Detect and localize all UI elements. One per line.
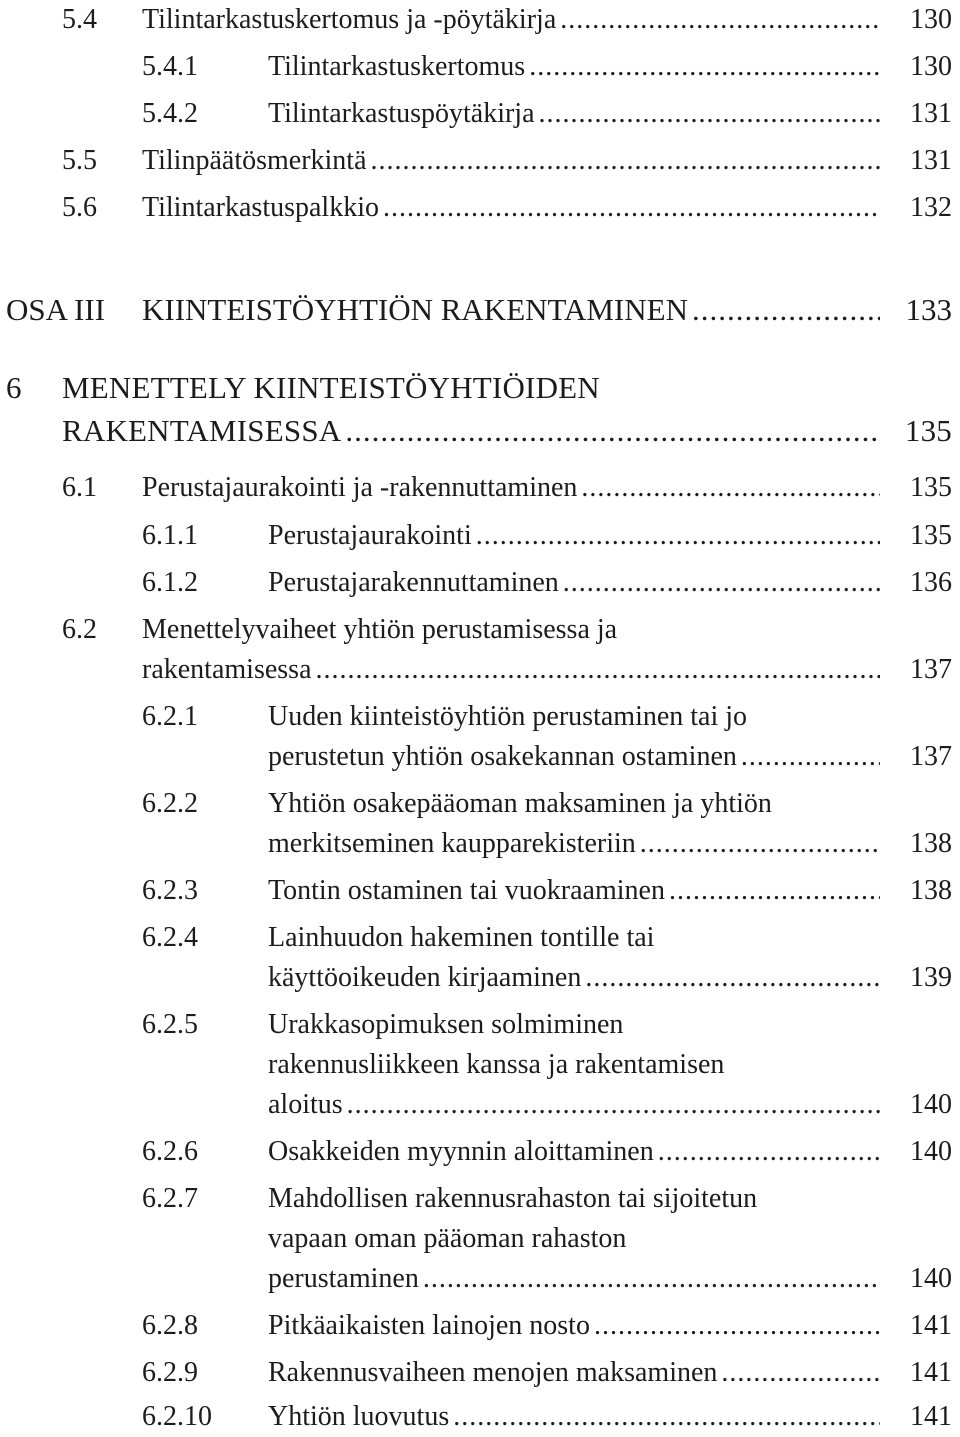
toc-title: Tilintarkastuskertomus ja -pöytäkirja ..... xyxy=(142,0,880,40)
toc-page-number: 140 xyxy=(910,1263,952,1294)
toc-page-number: 140 xyxy=(910,1136,952,1167)
toc-title: Osakkeiden myynnin aloittaminen ..... xyxy=(268,1132,880,1172)
toc-line xyxy=(0,0,960,40)
dot-leader xyxy=(721,1353,880,1393)
dot-leader xyxy=(669,871,880,911)
toc-chapter-title: RAKENTAMISESSA ..... xyxy=(62,411,880,451)
toc-title: aloitus ..... xyxy=(268,1085,880,1125)
toc-number: 6.2.4 xyxy=(142,922,198,953)
toc-line xyxy=(0,1219,960,1259)
toc-number: 6.1.2 xyxy=(142,567,198,598)
toc-number: 6.2.6 xyxy=(142,1136,198,1167)
dot-leader xyxy=(529,47,880,87)
dot-leader xyxy=(560,0,880,40)
toc-title-line2: vapaan oman pääoman rahaston xyxy=(268,1223,627,1254)
toc-part-title: KIINTEISTÖYHTIÖN RAKENTAMINEN ..... xyxy=(142,290,880,330)
toc-line xyxy=(0,737,960,777)
toc-page-number: 137 xyxy=(910,741,952,772)
toc-line xyxy=(0,1085,960,1125)
toc-title: merkitseminen kaupparekisteriin ..... xyxy=(268,824,880,864)
toc-line xyxy=(0,1259,960,1299)
dot-leader xyxy=(594,1306,880,1346)
toc-line xyxy=(0,188,960,228)
dot-leader xyxy=(640,824,880,864)
toc-title: Tilinpäätösmerkintä ..... xyxy=(142,141,880,181)
dot-leader xyxy=(347,1085,880,1125)
toc-title-line1: Uuden kiinteistöyhtiön perustaminen tai jo xyxy=(268,701,748,732)
toc-number: 5.5 xyxy=(62,145,97,176)
dot-leader xyxy=(383,188,880,228)
dot-leader xyxy=(563,563,880,603)
toc-line xyxy=(0,610,960,650)
dot-leader xyxy=(581,468,880,508)
toc-number: 6.2.9 xyxy=(142,1357,198,1388)
dot-leader xyxy=(741,737,880,777)
toc-line xyxy=(0,958,960,998)
toc-number: 6.2.10 xyxy=(142,1401,212,1432)
toc-page-number: 141 xyxy=(910,1357,952,1388)
toc-page-number: 140 xyxy=(910,1089,952,1120)
toc-chapter-number: 6 xyxy=(6,370,22,405)
toc-number: 6.2.5 xyxy=(142,1009,198,1040)
toc-number: 6.2.1 xyxy=(142,701,198,732)
toc-title-line1: Urakkasopimuksen solmiminen xyxy=(268,1009,624,1040)
toc-title: Perustajaurakointi ..... xyxy=(268,516,880,556)
toc-line xyxy=(0,1132,960,1172)
toc-line xyxy=(0,697,960,737)
toc-title: Tontin ostaminen tai vuokraaminen ..... xyxy=(268,871,880,911)
toc-title: perustaminen ..... xyxy=(268,1259,880,1299)
toc-title: Tilintarkastuskertomus ..... xyxy=(268,47,880,87)
toc-number: 6.2.3 xyxy=(142,875,198,906)
toc-title: Perustajarakennuttaminen ..... xyxy=(268,563,880,603)
dot-leader xyxy=(371,141,880,181)
toc-number: 6.1.1 xyxy=(142,520,198,551)
dot-leader xyxy=(423,1259,880,1299)
toc-part-number: OSA III xyxy=(6,292,106,327)
toc-page-number: 139 xyxy=(910,962,952,993)
toc-line xyxy=(0,1179,960,1219)
toc-line xyxy=(0,784,960,824)
toc-number: 5.4 xyxy=(62,4,97,35)
toc-page-number: 141 xyxy=(910,1401,952,1432)
toc-page-number: 131 xyxy=(910,98,952,129)
toc-page-number: 136 xyxy=(910,567,952,598)
toc-page-number: 135 xyxy=(910,472,952,503)
dot-leader xyxy=(585,958,880,998)
toc-line xyxy=(0,47,960,87)
toc-line xyxy=(0,1045,960,1085)
toc-chapter-line xyxy=(0,411,960,451)
toc-chapter-line xyxy=(0,368,960,408)
toc-page-number: 133 xyxy=(905,292,952,327)
dot-leader xyxy=(692,290,880,330)
toc-line xyxy=(0,1005,960,1045)
toc-page-number: 132 xyxy=(910,192,952,223)
toc-number: 6.2.7 xyxy=(142,1183,198,1214)
toc-line xyxy=(0,563,960,603)
toc-page-number: 131 xyxy=(910,145,952,176)
toc-line xyxy=(0,94,960,134)
toc-title: Tilintarkastuspalkkio ..... xyxy=(142,188,880,228)
toc-page-number: 130 xyxy=(910,4,952,35)
toc-title-line1: Yhtiön osakepääoman maksaminen ja yhtiön xyxy=(268,788,772,819)
toc-line xyxy=(0,1306,960,1346)
dot-leader xyxy=(345,411,880,451)
toc-page-number: 141 xyxy=(910,1310,952,1341)
toc-title: käyttöoikeuden kirjaaminen ..... xyxy=(268,958,880,998)
toc-title: Pitkäaikaisten lainojen nosto ..... xyxy=(268,1306,880,1346)
toc-line xyxy=(0,1397,960,1437)
toc-line xyxy=(0,1353,960,1393)
dot-leader xyxy=(476,516,880,556)
toc-title: rakentamisessa ..... xyxy=(142,650,880,690)
toc-line xyxy=(0,871,960,911)
toc-line xyxy=(0,824,960,864)
toc-page-number: 137 xyxy=(910,654,952,685)
toc-line xyxy=(0,468,960,508)
toc-line xyxy=(0,650,960,690)
toc-line xyxy=(0,141,960,181)
toc-line xyxy=(0,516,960,556)
toc-title: Rakennusvaiheen menojen maksaminen ..... xyxy=(268,1353,880,1393)
toc-number: 6.2 xyxy=(62,614,97,645)
toc-page-number: 138 xyxy=(910,828,952,859)
toc-page-number: 135 xyxy=(910,520,952,551)
toc-page-number: 138 xyxy=(910,875,952,906)
toc-line xyxy=(0,918,960,958)
toc-chapter-title-line1: MENETTELY KIINTEISTÖYHTIÖIDEN xyxy=(62,370,600,405)
toc-title: Perustajaurakointi ja -rakennuttaminen ..... xyxy=(142,468,880,508)
toc-number: 6.1 xyxy=(62,472,97,503)
toc-number: 5.4.2 xyxy=(142,98,198,129)
dot-leader xyxy=(316,650,881,690)
toc-title: Tilintarkastuspöytäkirja ..... xyxy=(268,94,880,134)
toc-number: 5.6 xyxy=(62,192,97,223)
toc-title-line1: Menettelyvaiheet yhtiön perustamisessa ja xyxy=(142,614,618,645)
dot-leader xyxy=(658,1132,880,1172)
toc-title-line2: rakennusliikkeen kanssa ja rakentamisen xyxy=(268,1049,725,1080)
dot-leader xyxy=(453,1397,880,1437)
toc-part-line xyxy=(0,290,960,330)
toc-number: 6.2.8 xyxy=(142,1310,198,1341)
dot-leader xyxy=(539,94,880,134)
toc-title: Yhtiön luovutus ..... xyxy=(268,1397,880,1437)
toc-title-line1: Lainhuudon hakeminen tontille tai xyxy=(268,922,655,953)
toc-number: 6.2.2 xyxy=(142,788,198,819)
toc-number: 5.4.1 xyxy=(142,51,198,82)
toc-page-number: 130 xyxy=(910,51,952,82)
toc-title: perustetun yhtiön osakekannan ostaminen ..... xyxy=(268,737,880,777)
toc-page-number: 135 xyxy=(904,413,952,448)
toc-title-line1: Mahdollisen rakennusrahaston tai sijoitetun xyxy=(268,1183,758,1214)
